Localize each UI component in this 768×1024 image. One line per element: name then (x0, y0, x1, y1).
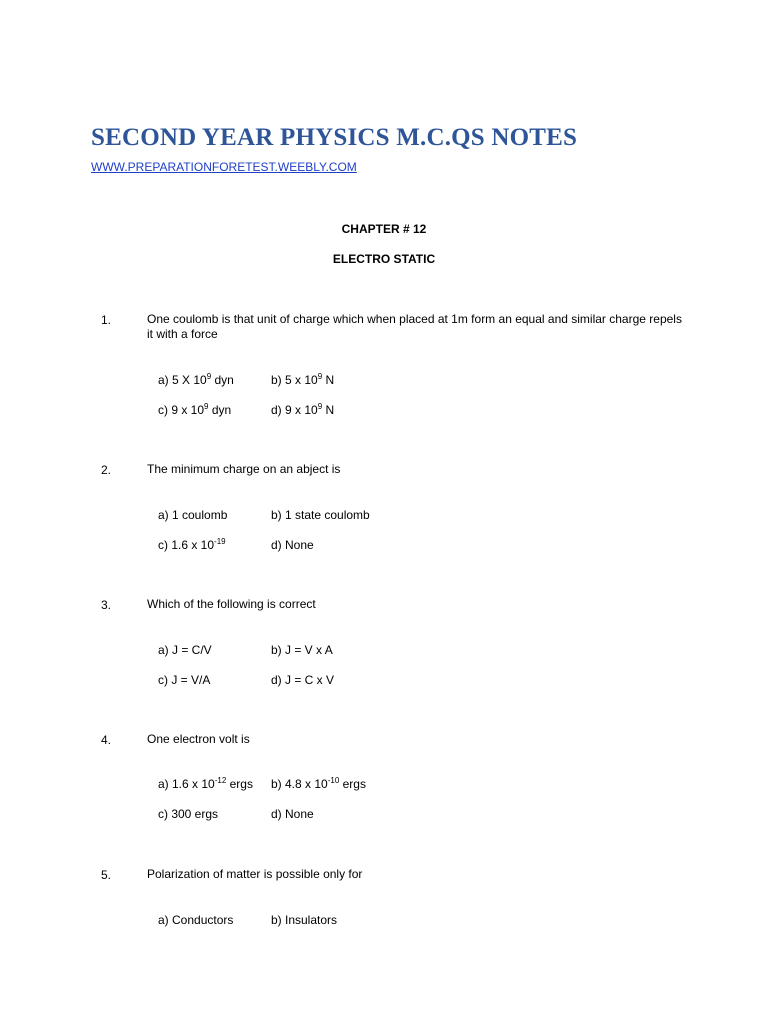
question-text: One coulomb is that unit of charge which when placed at 1m form an equal and similar charge repels it with a force (147, 312, 682, 341)
question-number: 1. (101, 313, 112, 327)
page-title: SECOND YEAR PHYSICS M.C.QS NOTES (91, 124, 578, 151)
option-b: b) 4.8 x $10^{-10}$ ergs (271, 776, 366, 791)
option-b: b) J = V x A (271, 643, 333, 657)
question-text: One electron volt is (147, 732, 250, 746)
chapter-topic: ELECTRO STATIC (332, 252, 436, 266)
website-link[interactable]: WWW.PREPARATIONFORETEST.WEEBLY.COM (91, 160, 357, 174)
option-a: a) 5 X $10^9$ dyn (158, 372, 234, 387)
question-text: The minimum charge on an abject is (147, 462, 341, 476)
question-number: 2. (101, 463, 112, 477)
question-number: 5. (101, 868, 112, 882)
option-d: d) None (271, 538, 314, 552)
question-text: Polarization of matter is possible only for (147, 867, 363, 881)
option-a: a) 1 coulomb (158, 508, 228, 522)
option-d: d) 9 x $10^9$ N (271, 402, 335, 417)
option-d: d) J = C x V (271, 673, 335, 687)
option-b: b) 1 state coulomb (271, 508, 370, 522)
option-b: b) Insulators (271, 913, 338, 927)
option-a: a) J = C/V (158, 643, 212, 657)
question-number: 4. (101, 733, 112, 747)
option-a: a) Conductors (158, 913, 234, 927)
question-text: Which of the following is correct (147, 597, 316, 611)
question-number: 3. (101, 598, 112, 612)
option-c: c) J = V/A (158, 673, 211, 687)
option-c: c) 300 ergs (158, 807, 219, 821)
chapter-number: CHAPTER # 12 (341, 222, 427, 236)
option-d: d) None (271, 807, 314, 821)
option-c: c) 1.6 x $10^{-19}$ (158, 537, 226, 552)
option-c: c) 9 x $10^9$ dyn (158, 402, 232, 417)
option-b: b) 5 x $10^9$ N (271, 372, 335, 387)
option-a: a) 1.6 x $10^{-12}$ ergs (158, 776, 253, 791)
